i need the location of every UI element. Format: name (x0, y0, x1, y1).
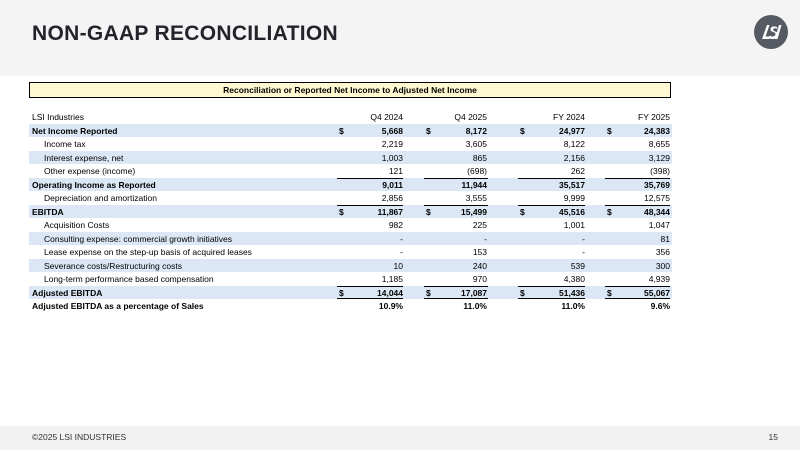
cell-fy-2025: 300 (655, 260, 670, 271)
row-label: Severance costs/Restructuring costs (44, 260, 182, 271)
cell-q4-2025: 3,555 (465, 193, 487, 203)
row-label: Depreciation and amortization (44, 193, 157, 203)
cell-fy-2025: 356 (655, 247, 670, 257)
cell-fy-2025: 3,129 (648, 152, 670, 163)
row-label: Long-term performance based compensation (44, 274, 214, 284)
company-name: LSI Industries (32, 112, 84, 122)
cell-q4-2024: 10 (393, 260, 403, 271)
cell-q4-2025: 225 (472, 220, 487, 230)
cell-fy-2025: (398) (650, 166, 670, 176)
row-label: Other expense (income) (44, 166, 136, 176)
cell-q4-2024: 2,856 (381, 193, 403, 203)
cell-q4-2025: 11,944 (461, 179, 487, 190)
currency-symbol: $ (520, 206, 525, 217)
cell-q4-2025: 8,172 (465, 125, 487, 136)
currency-symbol: $ (520, 125, 525, 136)
row-label: Consulting expense: commercial growth initiatives (44, 233, 233, 244)
cell-q4-2025: 11.0% (463, 301, 487, 311)
subtotal-rule (605, 205, 670, 206)
row-label: Income tax (44, 139, 86, 149)
table-row (29, 232, 672, 246)
cell-q4-2025: 3,605 (465, 139, 487, 149)
cell-q4-2024: 14,044 (377, 287, 403, 298)
row-label: EBITDA (32, 206, 64, 217)
currency-symbol: $ (426, 125, 431, 136)
table-header-row (29, 110, 672, 124)
slide-header (0, 0, 800, 76)
cell-q4-2025: (698) (467, 166, 487, 176)
row-label: Operating Income as Reported (32, 179, 156, 190)
currency-symbol: $ (426, 206, 431, 217)
subtotal-rule (337, 205, 403, 206)
column-header-q4-2024: Q4 2024 (370, 112, 403, 122)
table-row (29, 272, 672, 286)
subtotal-rule (337, 178, 403, 179)
cell-fy-2025: 4,939 (648, 274, 670, 284)
table-row (29, 245, 672, 259)
cell-fy-2024: 2,156 (563, 152, 585, 163)
cell-q4-2025: 865 (472, 152, 487, 163)
column-header-fy-2025: FY 2025 (638, 112, 670, 122)
cell-fy-2025: 12,575 (644, 193, 670, 203)
table-row (29, 191, 672, 205)
cell-fy-2025: 9.6% (650, 301, 670, 311)
subtotal-rule (605, 178, 670, 179)
currency-symbol: $ (339, 206, 344, 217)
cell-fy-2024: 45,516 (559, 206, 585, 217)
cell-fy-2024: 11.0% (561, 301, 585, 311)
cell-fy-2024: 24,977 (559, 125, 585, 136)
row-label: Adjusted EBITDA as a percentage of Sales (32, 301, 204, 311)
cell-q4-2024: 5,668 (381, 125, 403, 136)
cell-fy-2024: 9,999 (563, 193, 585, 203)
cell-fy-2024: 4,380 (563, 274, 585, 284)
cell-fy-2024: - (582, 247, 585, 257)
subtotal-rule (337, 286, 403, 287)
cell-fy-2024: 51,436 (559, 287, 585, 298)
page-number: 15 (768, 432, 778, 442)
table-row (29, 137, 672, 151)
cell-q4-2025: 240 (472, 260, 487, 271)
lsi-logo-icon (753, 14, 789, 50)
currency-symbol: $ (426, 287, 431, 298)
currency-symbol: $ (339, 125, 344, 136)
cell-fy-2024: 35,517 (559, 179, 585, 190)
currency-symbol: $ (339, 287, 344, 298)
cell-q4-2024: 11,867 (377, 206, 403, 217)
cell-q4-2024: 982 (388, 220, 403, 230)
cell-fy-2024: 262 (570, 166, 585, 176)
subtotal-rule (424, 205, 488, 206)
cell-q4-2025: - (484, 233, 487, 244)
table-row (29, 259, 672, 273)
table-row (29, 299, 672, 313)
row-label: Lease expense on the step-up basis of acquired leases (44, 247, 252, 257)
page-title: NON-GAAP RECONCILIATION (32, 22, 338, 45)
cell-q4-2024: 1,185 (381, 274, 403, 284)
cell-q4-2024: 2,219 (381, 139, 403, 149)
column-header-q4-2025: Q4 2025 (454, 112, 487, 122)
reconciliation-table (29, 110, 672, 313)
cell-fy-2025: 24,383 (644, 125, 670, 136)
cell-fy-2024: 1,001 (563, 220, 585, 230)
table-row (29, 205, 672, 219)
cell-q4-2025: 970 (472, 274, 487, 284)
column-header-fy-2024: FY 2024 (553, 112, 585, 122)
footer-copyright: ©2025 LSI INDUSTRIES (32, 432, 127, 442)
cell-q4-2024: - (400, 247, 403, 257)
cell-fy-2025: 1,047 (648, 220, 670, 230)
subtotal-rule (605, 286, 670, 287)
subtotal-rule (518, 286, 585, 287)
currency-symbol: $ (607, 287, 612, 298)
cell-q4-2024: 121 (388, 166, 403, 176)
table-row (29, 286, 672, 300)
cell-fy-2025: 35,769 (644, 179, 670, 190)
table-row (29, 124, 672, 138)
subtotal-rule (518, 178, 585, 179)
cell-q4-2024: 9,011 (382, 179, 403, 190)
cell-q4-2024: 1,003 (381, 152, 403, 163)
row-label: Net Income Reported (32, 125, 118, 136)
cell-fy-2024: - (582, 233, 585, 244)
row-label: Acquisition Costs (44, 220, 110, 230)
currency-symbol: $ (607, 206, 612, 217)
cell-q4-2025: 15,499 (461, 206, 487, 217)
currency-symbol: $ (520, 287, 525, 298)
row-label: Adjusted EBITDA (32, 287, 103, 298)
cell-q4-2025: 17,087 (461, 287, 487, 298)
table-row (29, 151, 672, 165)
cell-fy-2025: 55,067 (644, 287, 670, 298)
cell-q4-2024: 10.9% (378, 301, 403, 311)
subtotal-rule (518, 205, 585, 206)
currency-symbol: $ (607, 125, 612, 136)
table-row (29, 218, 672, 232)
subtotal-rule (424, 178, 488, 179)
cell-fy-2025: 81 (660, 233, 670, 244)
cell-q4-2025: 153 (472, 247, 487, 257)
table-row (29, 178, 672, 192)
cell-q4-2024: - (400, 233, 403, 244)
cell-fy-2025: 48,344 (644, 206, 670, 217)
row-label: Interest expense, net (44, 152, 124, 163)
cell-fy-2024: 539 (570, 260, 585, 271)
subtotal-rule (424, 286, 488, 287)
cell-fy-2025: 8,655 (648, 139, 670, 149)
table-row (29, 164, 672, 178)
slide-footer (0, 426, 800, 450)
table-banner: Reconciliation or Reported Net Income to Adjusted Net Income (29, 82, 671, 98)
cell-fy-2024: 8,122 (563, 139, 585, 149)
